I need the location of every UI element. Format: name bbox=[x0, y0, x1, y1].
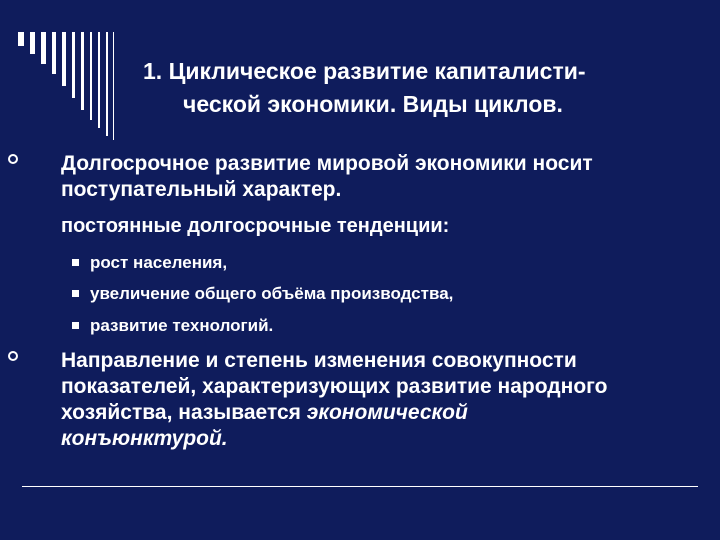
bullet-2-line-3-prefix: хозяйства, называется bbox=[61, 401, 307, 424]
square-bullet-icon bbox=[72, 290, 79, 297]
decorative-stripes bbox=[0, 0, 130, 150]
trend-item-text: рост населения, bbox=[90, 253, 228, 272]
bullet-2-line-1: Направление и степень изменения совокупности bbox=[61, 349, 577, 372]
bullet-2-line-2: показателей, характеризующих развитие народного bbox=[61, 375, 608, 398]
square-bullet-icon bbox=[72, 322, 79, 329]
bullet-2-line-3 bbox=[61, 400, 698, 426]
square-bullet-icon bbox=[72, 259, 79, 266]
slide-title-line-2: ческой экономики. Виды циклов. bbox=[183, 91, 563, 117]
slide-title-line-1: 1. Циклическое развитие капиталисти- bbox=[143, 58, 586, 84]
circle-bullet-icon bbox=[8, 154, 18, 164]
circle-bullet-icon bbox=[8, 351, 18, 361]
slide-title bbox=[135, 55, 695, 121]
bullet-economic-conjuncture bbox=[8, 348, 698, 452]
bullet-1-line-2: поступательный характер. bbox=[61, 178, 342, 201]
trend-item-text: развитие технологий. bbox=[90, 316, 274, 335]
term-conjuncture: конъюнктурой. bbox=[61, 427, 228, 450]
bullet-2-line-4 bbox=[61, 426, 698, 452]
bullet-long-term-development bbox=[8, 151, 698, 203]
trends-heading: постоянные долгосрочные тенденции: bbox=[61, 215, 450, 237]
term-economic: экономической bbox=[306, 401, 468, 424]
trend-item-text: увеличение общего объёма производства, bbox=[90, 284, 454, 303]
bottom-divider bbox=[22, 486, 698, 487]
bullet-1-line-1: Долгосрочное развитие мировой экономики носит bbox=[61, 152, 593, 175]
